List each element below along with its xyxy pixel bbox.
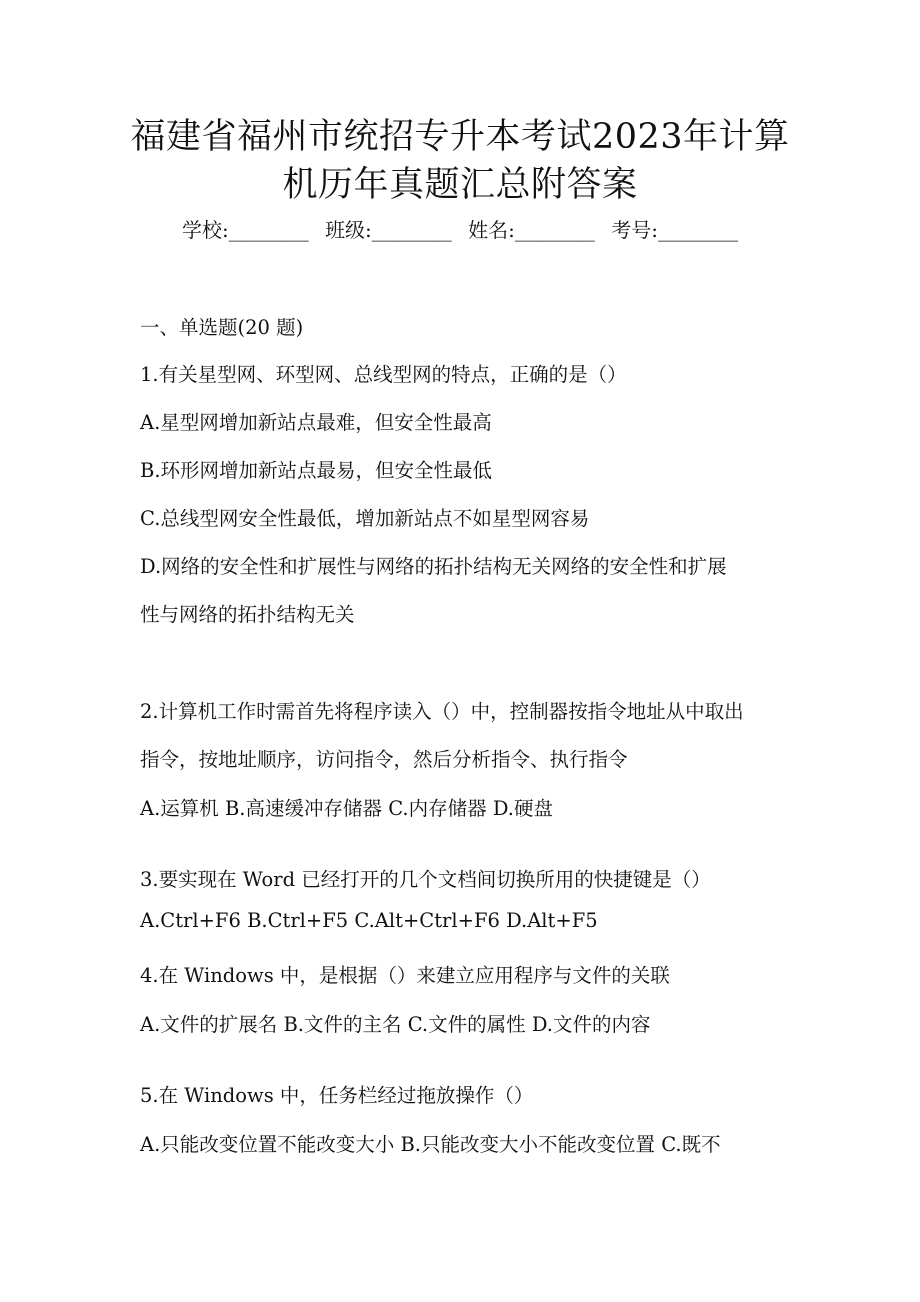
document-title-line-1: 福建省福州市统招专升本考试2023年计算 (130, 117, 790, 157)
question-1-option-d-continued: 性与网络的拓扑结构无关 (140, 603, 355, 626)
question-5-options: A.只能改变位置不能改变大小 B.只能改变大小不能改变位置 C.既不 (140, 1133, 721, 1156)
section-heading: 一、单选题(20 题) (140, 316, 304, 339)
name-field: 姓名:________ (468, 218, 595, 242)
question-1-option-a: A.星型网增加新站点最难，但安全性最高 (140, 411, 492, 434)
question-1-option-d: D.网络的安全性和扩展性与网络的拓扑结构无关网络的安全性和扩展 (140, 555, 727, 578)
question-4-options: A.文件的扩展名 B.文件的主名 C.文件的属性 D.文件的内容 (140, 1013, 651, 1036)
question-5-stem: 5.在 Windows 中，任务栏经过拖放操作（） (140, 1084, 534, 1107)
school-field: 学校:________ (181, 218, 309, 242)
document-title-line-2: 机历年真题汇总附答案 (282, 165, 638, 205)
question-1-stem: 1.有关星型网、环型网、总线型网的特点，正确的是（） (140, 363, 627, 386)
question-4-stem: 4.在 Windows 中，是根据（）来建立应用程序与文件的关联 (140, 964, 670, 987)
question-3-options: A.Ctrl+F6 B.Ctrl+F5 C.Alt+Ctrl+F6 D.Alt+F5 (140, 909, 598, 932)
question-3-stem: 3.要实现在 Word 已经打开的几个文档间切换所用的快捷键是（） (140, 868, 711, 891)
student-info-row (0, 216, 920, 244)
question-1-option-c: C.总线型网安全性最低，增加新站点不如星型网容易 (140, 507, 590, 530)
exam-number-field: 考号:________ (611, 218, 739, 242)
question-2-stem-line-1: 2.计算机工作时需首先将程序读入（）中，控制器按指令地址从中取出 (140, 700, 744, 723)
question-1-option-b: B.环形网增加新站点最易，但安全性最低 (140, 459, 493, 482)
question-2-stem-line-2: 指令，按地址顺序，访问指令，然后分析指令、执行指令 (140, 748, 628, 771)
class-field: 班级:________ (325, 218, 452, 242)
question-2-options: A.运算机 B.高速缓冲存储器 C.内存储器 D.硬盘 (140, 797, 553, 820)
